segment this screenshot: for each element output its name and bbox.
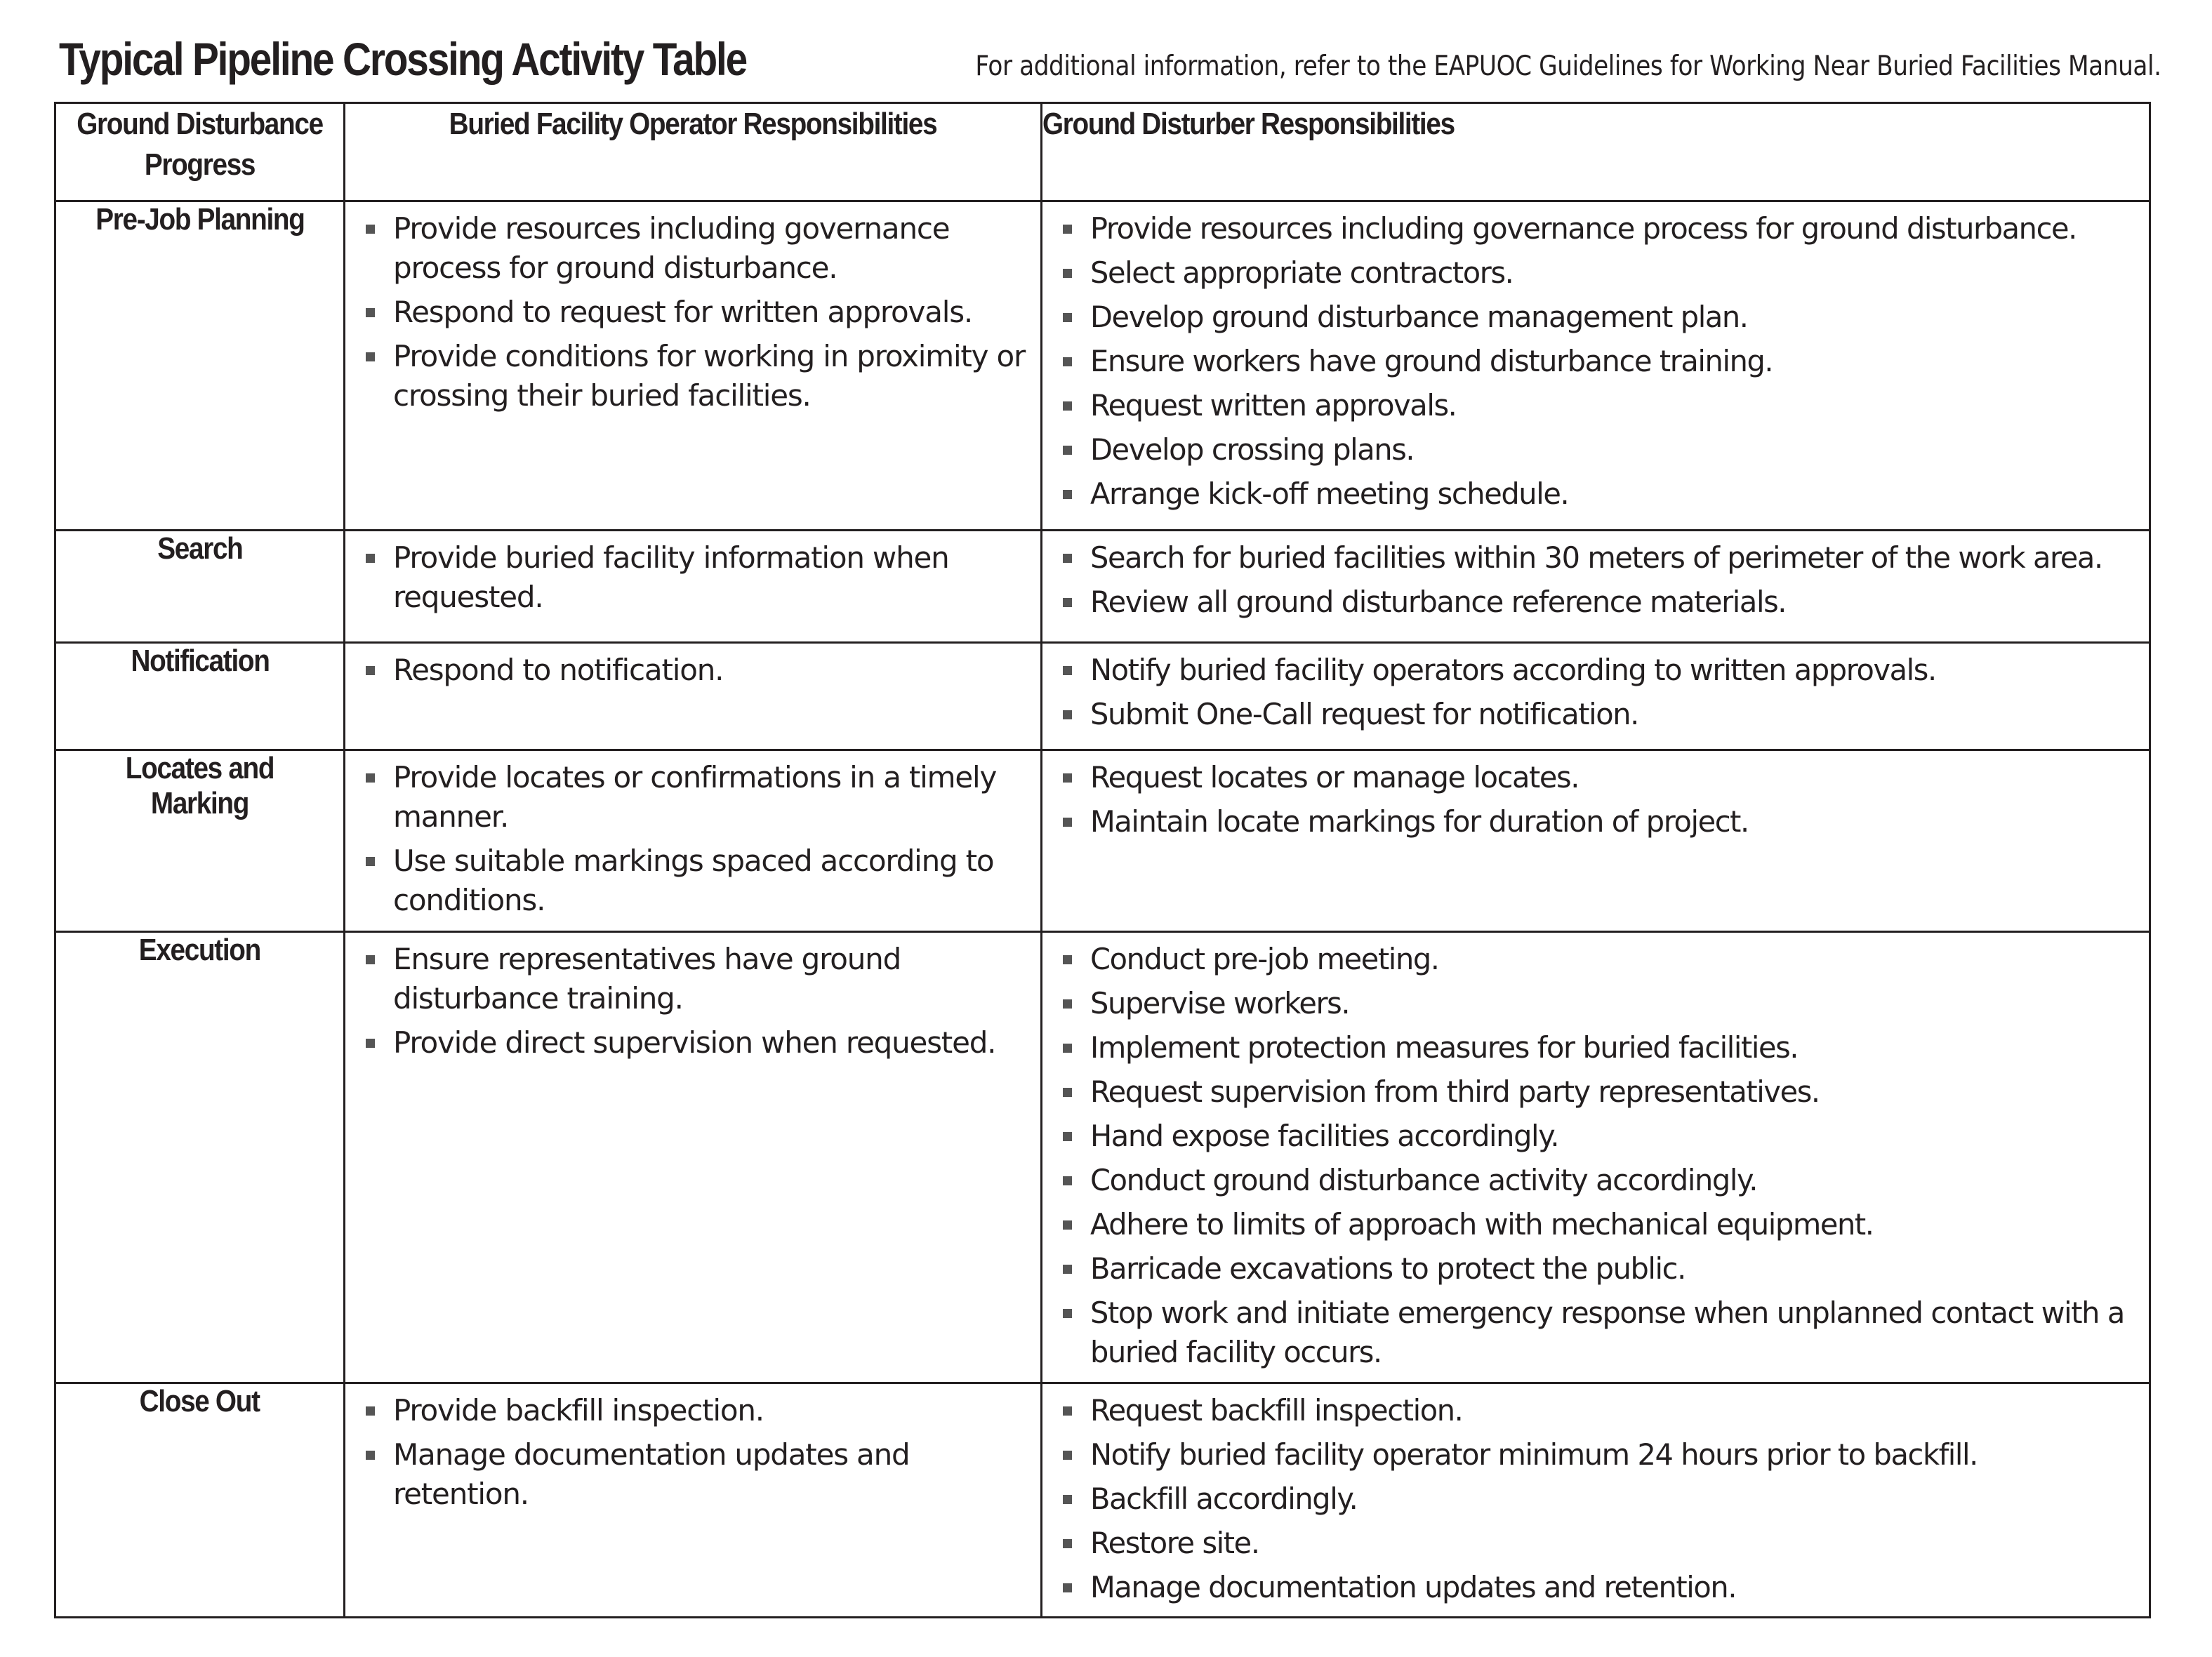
list-item: Request written approvals. [1052, 386, 2135, 425]
list-item: Stop work and initiate emergency response when unplanned contact with a buried facility occurs. [1052, 1293, 2135, 1372]
list-item: Barricade excavations to protect the public. [1052, 1249, 2135, 1289]
stage-label: Locates and Marking [125, 751, 274, 820]
page-header [59, 28, 2161, 93]
stage-cell [55, 932, 345, 1383]
list-item: Provide resources including governance process for ground disturbance. [1052, 209, 2135, 248]
disturber-cell [1042, 1383, 2150, 1618]
list-item: Restore site. [1052, 1524, 2135, 1563]
stage-cell [55, 1383, 345, 1618]
list-item: Hand expose facilities accordingly. [1052, 1117, 2135, 1156]
list-item: Provide buried facility information when requested. [355, 538, 1026, 617]
list-item: Ensure representatives have ground disturbance training. [355, 940, 1026, 1018]
disturber-cell [1042, 643, 2150, 750]
stage-cell [55, 531, 345, 643]
list-item: Review all ground disturbance reference materials. [1052, 583, 2135, 622]
list-item: Submit One-Call request for notification. [1052, 695, 2135, 734]
list-item: Ensure workers have ground disturbance training. [1052, 342, 2135, 381]
disturber-cell [1042, 531, 2150, 643]
header-stage: Ground Disturbance Progress [55, 103, 345, 201]
stage-label: Execution [138, 933, 261, 967]
list-item: Conduct ground disturbance activity accordingly. [1052, 1161, 2135, 1200]
list-item: Adhere to limits of approach with mechanical equipment. [1052, 1205, 2135, 1244]
stage-label: Search [157, 531, 243, 566]
list-item: Request backfill inspection. [1052, 1391, 2135, 1430]
list-item: Use suitable markings spaced according to conditions. [355, 841, 1026, 920]
list-item: Provide direct supervision when requested. [355, 1023, 1026, 1063]
list-item: Implement protection measures for buried facilities. [1052, 1028, 2135, 1067]
disturber-cell [1042, 932, 2150, 1383]
page-title: Typical Pipeline Crossing Activity Table [59, 33, 747, 85]
table-row [55, 750, 2150, 932]
operator-cell [345, 643, 1042, 750]
stage-cell [55, 643, 345, 750]
table-row [55, 1383, 2150, 1618]
list-item: Provide resources including governance process for ground disturbance. [355, 209, 1026, 288]
list-item: Backfill accordingly. [1052, 1479, 2135, 1519]
table-row [55, 201, 2150, 531]
operator-cell [345, 531, 1042, 643]
list-item: Develop crossing plans. [1052, 430, 2135, 470]
stage-label: Notification [130, 644, 270, 678]
list-item: Request locates or manage locates. [1052, 758, 2135, 797]
list-item: Arrange kick-off meeting schedule. [1052, 474, 2135, 514]
disturber-cell [1042, 750, 2150, 932]
table-row [55, 643, 2150, 750]
table-row [55, 531, 2150, 643]
operator-cell [345, 932, 1042, 1383]
list-item: Provide conditions for working in proximity or crossing their buried facilities. [355, 337, 1026, 415]
list-item: Request supervision from third party representatives. [1052, 1072, 2135, 1112]
operator-cell [345, 750, 1042, 932]
list-item: Select appropriate contractors. [1052, 253, 2135, 293]
list-item: Maintain locate markings for duration of project. [1052, 802, 2135, 841]
stage-cell [55, 201, 345, 531]
crossing-activity-table [54, 102, 2151, 1618]
table-row [55, 932, 2150, 1383]
table-header-row [55, 103, 2150, 201]
list-item: Supervise workers. [1052, 984, 2135, 1023]
header-operator: Buried Facility Operator Responsibilities [345, 103, 1042, 201]
list-item: Search for buried facilities within 30 meters of perimeter of the work area. [1052, 538, 2135, 578]
list-item: Notify buried facility operators according to written approvals. [1052, 651, 2135, 690]
list-item: Respond to request for written approvals. [355, 293, 1026, 332]
list-item: Manage documentation updates and retention. [355, 1435, 1026, 1514]
header-disturber: Ground Disturber Responsibilities [1042, 103, 2150, 201]
list-item: Respond to notification. [355, 651, 1026, 690]
list-item: Manage documentation updates and retention. [1052, 1568, 2135, 1607]
page-subtitle: For additional information, refer to the EAPUOC Guidelines for Working Near Buried Facilities Manual. [975, 51, 2161, 82]
operator-cell [345, 201, 1042, 531]
operator-cell [345, 1383, 1042, 1618]
list-item: Develop ground disturbance management plan. [1052, 298, 2135, 337]
list-item: Conduct pre-job meeting. [1052, 940, 2135, 979]
stage-cell [55, 750, 345, 932]
list-item: Provide locates or confirmations in a timely manner. [355, 758, 1026, 837]
list-item: Notify buried facility operator minimum 24 hours prior to backfill. [1052, 1435, 2135, 1475]
stage-label: Pre-Job Planning [95, 202, 305, 237]
disturber-cell [1042, 201, 2150, 531]
list-item: Provide backfill inspection. [355, 1391, 1026, 1430]
stage-label: Close Out [140, 1384, 260, 1418]
